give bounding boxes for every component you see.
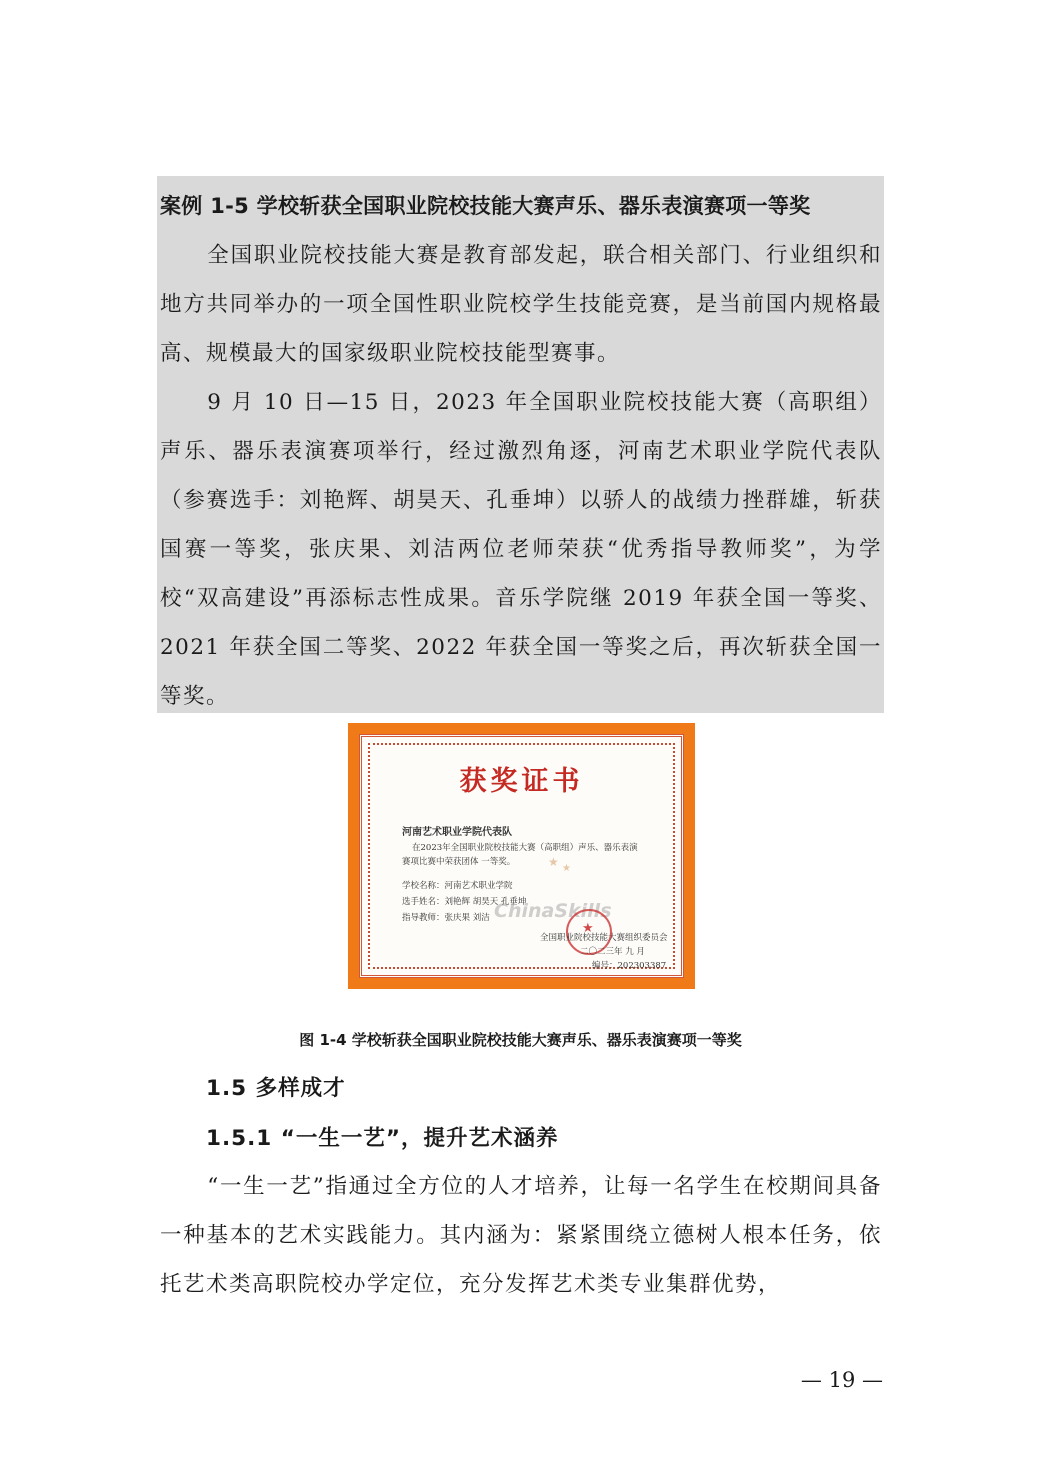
section-heading: 1.5 多样成才 bbox=[206, 1076, 346, 1101]
certificate-team: 河南艺术职业学院代表队 bbox=[402, 827, 512, 838]
certificate-title: 获奖证书 bbox=[459, 766, 584, 797]
certificate-students: 选手姓名：刘艳辉 胡昊天 孔垂坤 bbox=[402, 897, 527, 907]
certificate-teachers: 指导教师：张庆果 刘洁 bbox=[402, 913, 490, 923]
star-decoration-icon: ★ bbox=[562, 863, 571, 874]
certificate-body-line-1: 在2023年全国职业院校技能大赛（高职组）声乐、器乐表演 bbox=[412, 843, 638, 853]
subsection-heading: 1.5.1 “一生一艺”，提升艺术涵养 bbox=[206, 1126, 559, 1151]
star-decoration-icon: ★ bbox=[548, 855, 559, 869]
certificate-date: 二〇二三年 九 月 bbox=[580, 947, 645, 957]
figure-caption: 图 1-4 学校斩获全国职业院校技能大赛声乐、器乐表演赛项一等奖 bbox=[299, 1031, 742, 1049]
certificate-body-line-2: 赛项比赛中荣获团体 一等奖。 bbox=[402, 857, 516, 867]
case-paragraph-2: 9 月 10 日—15 日，2023 年全国职业院校技能大赛（高职组）声乐、器乐表演赛项举行，经过激烈角逐，河南艺术职业学院代表队（参赛选手：刘艳辉、胡昊天、孔垂坤）以骄人的战绩力挫群雄，斩获国赛一等奖，张庆果、刘洁两位老师荣获“优秀指导教师奖”，为学校“双高建设”再添标志性成果。音乐学院继 2019 年获全国一等奖、2021 年获全国二等奖、2022 年获全国一等奖之后，再次斩获全国一等奖。 bbox=[160, 390, 882, 709]
case-title: 案例 1-5 学校斩获全国职业院校技能大赛声乐、器乐表演赛项一等奖 bbox=[160, 194, 811, 218]
certificate-image bbox=[348, 723, 695, 989]
seal-star-icon: ★ bbox=[582, 921, 594, 936]
certificate-paper bbox=[359, 734, 684, 978]
certificate-number: 编号：202303387 bbox=[592, 961, 667, 971]
page-number: — 19 — bbox=[800, 1368, 883, 1392]
case-paragraph-1: 全国职业院校技能大赛是教育部发起，联合相关部门、行业组织和地方共同举办的一项全国性职业院校学生技能竞赛，是当前国内规格最高、规模最大的国家级职业院校技能型赛事。 bbox=[160, 243, 882, 366]
certificate-school: 学校名称：河南艺术职业学院 bbox=[402, 881, 513, 891]
chinaskills-watermark: ChinaSkills bbox=[494, 900, 612, 922]
certificate-organizer: 全国职业院校技能大赛组织委员会 bbox=[540, 933, 668, 943]
section-paragraph: “一生一艺”指通过全方位的人才培养，让每一名学生在校期间具备一种基本的艺术实践能力。其内涵为：紧紧围绕立德树人根本任务，依托艺术类高职院校办学定位，充分发挥艺术类专业集群优势， bbox=[160, 1174, 882, 1297]
